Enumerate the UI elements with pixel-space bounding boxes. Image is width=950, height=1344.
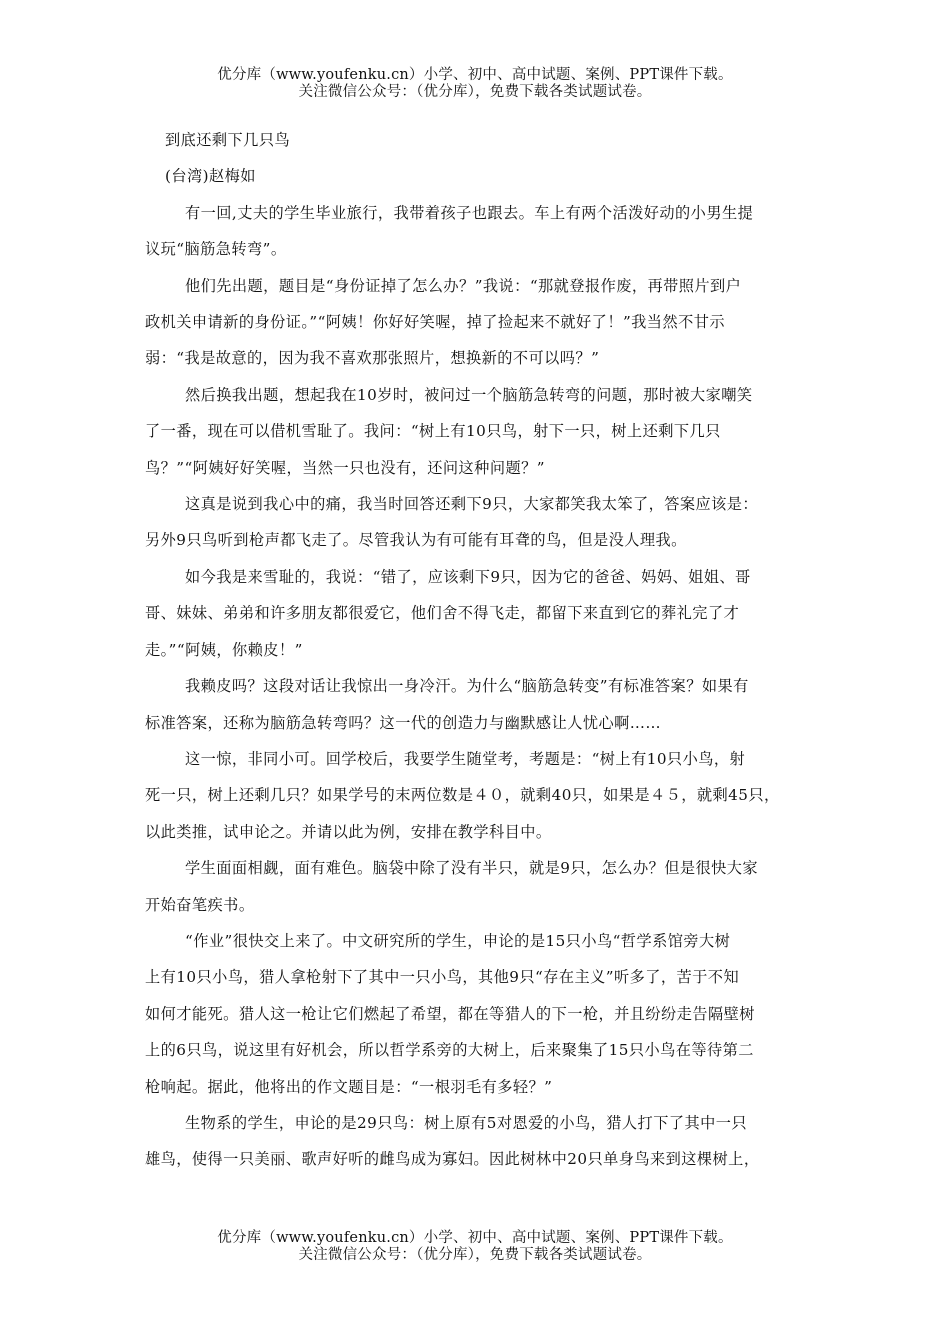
article-author: (台湾)赵梅如 xyxy=(165,167,256,186)
text-line: 标准答案，还称为脑筋急转弯吗？这一代的创造力与幽默感让人忧心啊…… xyxy=(145,713,662,732)
text-line: 弱：“我是故意的，因为我不喜欢那张照片，想换新的不可以吗？” xyxy=(145,349,600,368)
text-line: 政机关申请新的身份证。”“阿姨！你好好笑喔，掉了捡起来不就好了！”我当然不甘示 xyxy=(145,313,725,332)
text-line: 枪响起。据此，他将出的作文题目是：“一根羽毛有多轻？” xyxy=(145,1077,553,1096)
text-line: 雄鸟，使得一只美丽、歌声好听的雌鸟成为寡妇。因此树林中20只单身鸟来到这棵树上， xyxy=(145,1150,760,1169)
text-line: 上有10只小鸟，猎人拿枪射下了其中一只小鸟，其他9只“存在主义”听多了，苦于不知 xyxy=(145,968,740,987)
text-line: 哥、妹妹、弟弟和许多朋友都很爱它，他们舍不得飞走，都留下来直到它的葬礼完了才 xyxy=(145,604,740,623)
text-line: 如今我是来雪耻的，我说：“错了，应该剩下9只，因为它的爸爸、妈妈、姐姐、哥 xyxy=(185,567,751,586)
text-line: 生物系的学生，申论的是29只鸟：树上原有5对恩爱的小鸟，猎人打下了其中一只 xyxy=(185,1113,748,1132)
article-text xyxy=(145,195,813,1178)
text-line: 如何才能死。猎人这一枪让它们燃起了希望，都在等猎人的下一枪，并且纷纷走告隔壁树 xyxy=(145,1004,755,1023)
text-line: 他们先出题，题目是“身份证掉了怎么办？”我说：“那就登报作废，再带照片到户 xyxy=(185,276,742,295)
text-line: 这真是说到我心中的痛，我当时回答还剩下9只，大家都笑我太笨了，答案应该是： xyxy=(185,495,759,514)
text-line: 上的6只鸟，说这里有好机会，所以哲学系旁的大树上，后来聚集了15只小鸟在等待第二 xyxy=(145,1041,754,1060)
text-line: 走。”“阿姨，你赖皮！” xyxy=(145,640,303,659)
text-line: 开始奋笔疾书。 xyxy=(145,895,255,914)
text-line: 议玩“脑筋急转弯”。 xyxy=(145,240,287,259)
text-line: 了一番，现在可以借机雪耻了。我问：“树上有10只鸟，射下一只，树上还剩下几只 xyxy=(145,422,721,441)
text-line: 然后换我出题，想起我在10岁时，被问过一个脑筋急转弯的问题，那时被大家嘲笑 xyxy=(185,385,753,404)
article-body xyxy=(145,122,813,1178)
text-line: 有一回,丈夫的学生毕业旅行，我带着孩子也跟去。车上有两个活泼好动的小男生提 xyxy=(185,203,754,222)
header-wechat-line: 关注微信公众号：（优分库），免费下载各类试题试卷。 xyxy=(298,84,652,100)
header-site-line: 优分库（www.youfenku.cn）小学、初中、高中试题、案例、PPT课件下载。 xyxy=(217,67,733,83)
footer-site-line: 优分库（www.youfenku.cn）小学、初中、高中试题、案例、PPT课件下载。 xyxy=(217,1230,733,1246)
article-title-block xyxy=(145,122,813,195)
text-line: 我赖皮吗？这段对话让我惊出一身冷汗。为什么“脑筋急转变”有标准答案？如果有 xyxy=(185,677,749,696)
text-line: “作业”很快交上来了。中文研究所的学生，申论的是15只小鸟“哲学系馆旁大树 xyxy=(185,931,731,950)
footer-wechat-line: 关注微信公众号：（优分库），免费下载各类试题试卷。 xyxy=(298,1247,652,1263)
text-line: 死一只，树上还剩几只？如果学号的末两位数是４０，就剩40只，如果是４５，就剩45只， xyxy=(145,786,780,805)
page-header xyxy=(0,66,950,101)
text-line: 鸟？”“阿姨好好笑喔，当然一只也没有，还问这种问题？” xyxy=(145,458,545,477)
text-line: 以此类推，试申论之。并请以此为例，安排在教学科目中。 xyxy=(145,822,552,841)
text-line: 另外9只鸟听到枪声都飞走了。尽管我认为有可能有耳聋的鸟，但是没人理我。 xyxy=(145,531,687,550)
article-title: 到底还剩下几只鸟 xyxy=(165,131,291,149)
text-line: 学生面面相觑，面有难色。脑袋中除了没有半只，就是9只，怎么办？但是很快大家 xyxy=(185,859,759,878)
text-line: 这一惊，非同小可。回学校后，我要学生随堂考，考题是：“树上有10只小鸟，射 xyxy=(185,749,746,768)
page-footer xyxy=(0,1229,950,1264)
